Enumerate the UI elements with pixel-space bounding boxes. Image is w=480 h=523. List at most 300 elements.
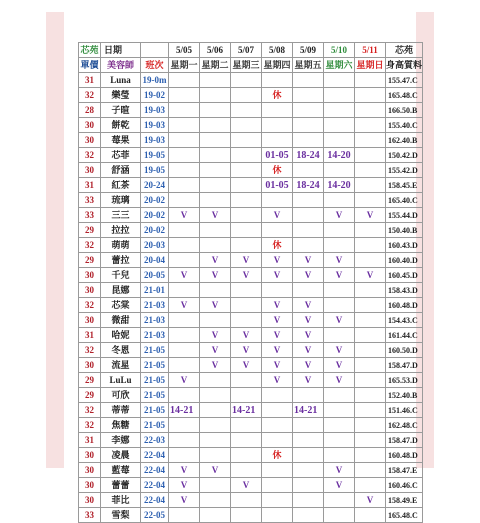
empty-cell bbox=[355, 283, 386, 298]
price-cell: 30 bbox=[79, 133, 101, 148]
empty-cell bbox=[262, 388, 293, 403]
profile-cell: 151.46.C bbox=[386, 403, 423, 418]
empty-cell bbox=[324, 223, 355, 238]
profile-cell: 162.48.C bbox=[386, 418, 423, 433]
check-mark: V bbox=[293, 343, 324, 358]
class-cell: 22-04 bbox=[141, 493, 169, 508]
table-row bbox=[79, 373, 423, 388]
check-mark: V bbox=[324, 208, 355, 223]
stylist-name: 拉拉 bbox=[101, 223, 141, 238]
profile-cell: 160.45.D bbox=[386, 268, 423, 283]
profile-cell: 160.40.D bbox=[386, 253, 423, 268]
empty-cell bbox=[231, 103, 262, 118]
empty-cell bbox=[200, 493, 231, 508]
empty-cell bbox=[355, 163, 386, 178]
class-cell: 21-03 bbox=[141, 313, 169, 328]
empty-cell bbox=[355, 88, 386, 103]
empty-cell bbox=[169, 433, 200, 448]
check-mark: V bbox=[324, 478, 355, 493]
stylist-name: 樂瑩 bbox=[101, 88, 141, 103]
check-mark: V bbox=[200, 358, 231, 373]
empty-cell bbox=[355, 118, 386, 133]
check-mark: V bbox=[169, 478, 200, 493]
empty-cell bbox=[355, 148, 386, 163]
empty-cell bbox=[231, 238, 262, 253]
profile-cell: 160.43.D bbox=[386, 238, 423, 253]
empty-cell bbox=[200, 448, 231, 463]
date-4: 5/08 bbox=[262, 43, 293, 58]
class-cell: 19-0m bbox=[141, 73, 169, 88]
stylist-name: 流星 bbox=[101, 358, 141, 373]
empty-cell bbox=[355, 373, 386, 388]
class-cell: 20-03 bbox=[141, 238, 169, 253]
check-mark: V bbox=[324, 343, 355, 358]
empty-cell bbox=[324, 73, 355, 88]
check-mark: V bbox=[293, 268, 324, 283]
empty-cell bbox=[231, 373, 262, 388]
price-cell: 29 bbox=[79, 388, 101, 403]
price-cell: 33 bbox=[79, 193, 101, 208]
empty-cell bbox=[169, 343, 200, 358]
price-cell: 31 bbox=[79, 73, 101, 88]
table-row bbox=[79, 238, 423, 253]
empty-cell bbox=[200, 508, 231, 523]
price-cell: 31 bbox=[79, 433, 101, 448]
empty-cell bbox=[169, 73, 200, 88]
empty-cell bbox=[324, 403, 355, 418]
check-mark: V bbox=[200, 343, 231, 358]
stylist-name: 昆娜 bbox=[101, 283, 141, 298]
check-mark: V bbox=[324, 373, 355, 388]
class-cell: 19-05 bbox=[141, 163, 169, 178]
price-cell: 30 bbox=[79, 358, 101, 373]
stylist-name: 舒涵 bbox=[101, 163, 141, 178]
profile-cell: 152.40.B bbox=[386, 388, 423, 403]
profile-cell: 155.42.D bbox=[386, 163, 423, 178]
empty-cell bbox=[262, 493, 293, 508]
check-mark: V bbox=[169, 298, 200, 313]
empty-cell bbox=[324, 508, 355, 523]
empty-cell bbox=[355, 103, 386, 118]
check-mark: V bbox=[231, 358, 262, 373]
time-slot: 18-24 bbox=[293, 148, 324, 163]
price-cell: 32 bbox=[79, 238, 101, 253]
empty-cell bbox=[169, 103, 200, 118]
empty-cell bbox=[293, 433, 324, 448]
class-cell: 21-05 bbox=[141, 343, 169, 358]
empty-cell bbox=[293, 463, 324, 478]
check-mark: V bbox=[262, 268, 293, 283]
empty-cell bbox=[169, 253, 200, 268]
price-cell: 32 bbox=[79, 298, 101, 313]
empty-cell bbox=[355, 328, 386, 343]
empty-cell bbox=[293, 193, 324, 208]
check-mark: V bbox=[324, 463, 355, 478]
weekday-1: 星期一 bbox=[169, 58, 200, 73]
class-cell: 22-04 bbox=[141, 478, 169, 493]
check-mark: V bbox=[262, 253, 293, 268]
check-mark: V bbox=[262, 298, 293, 313]
empty-cell bbox=[231, 388, 262, 403]
table-row bbox=[79, 298, 423, 313]
check-mark: V bbox=[262, 358, 293, 373]
weekday-2: 星期二 bbox=[200, 58, 231, 73]
empty-cell bbox=[200, 223, 231, 238]
date-6: 5/10 bbox=[324, 43, 355, 58]
stylist-name: 微甜 bbox=[101, 313, 141, 328]
stylist-name: 菲比 bbox=[101, 493, 141, 508]
check-mark: V bbox=[324, 253, 355, 268]
table-row bbox=[79, 328, 423, 343]
price-cell: 32 bbox=[79, 403, 101, 418]
empty-cell bbox=[200, 433, 231, 448]
weekday-4: 星期四 bbox=[262, 58, 293, 73]
table-row bbox=[79, 343, 423, 358]
empty-cell bbox=[262, 133, 293, 148]
empty-cell bbox=[262, 103, 293, 118]
empty-cell bbox=[200, 238, 231, 253]
empty-cell bbox=[169, 313, 200, 328]
empty-cell bbox=[324, 388, 355, 403]
empty-cell bbox=[231, 88, 262, 103]
empty-cell bbox=[324, 493, 355, 508]
check-mark: V bbox=[293, 253, 324, 268]
check-mark: V bbox=[293, 358, 324, 373]
header-row-dates bbox=[79, 43, 423, 58]
check-mark: V bbox=[169, 493, 200, 508]
header-spacer bbox=[141, 43, 169, 58]
profile-cell: 150.40.B bbox=[386, 223, 423, 238]
date-2: 5/06 bbox=[200, 43, 231, 58]
check-mark: V bbox=[200, 328, 231, 343]
profile-cell: 154.43.C bbox=[386, 313, 423, 328]
class-cell: 22-03 bbox=[141, 433, 169, 448]
class-cell: 20-02 bbox=[141, 193, 169, 208]
check-mark: V bbox=[169, 463, 200, 478]
class-cell: 20-05 bbox=[141, 268, 169, 283]
profile-cell: 165.53.D bbox=[386, 373, 423, 388]
stylist-name: 藍莓 bbox=[101, 463, 141, 478]
time-slot: 01-05 bbox=[262, 148, 293, 163]
stylist-name: 雪梨 bbox=[101, 508, 141, 523]
empty-cell bbox=[355, 253, 386, 268]
header-row-weekdays bbox=[79, 58, 423, 73]
check-mark: V bbox=[200, 208, 231, 223]
check-mark: V bbox=[293, 313, 324, 328]
class-label: 班次 bbox=[141, 58, 169, 73]
profile-cell: 158.47.D bbox=[386, 433, 423, 448]
empty-cell bbox=[200, 73, 231, 88]
price-cell: 31 bbox=[79, 328, 101, 343]
check-mark: V bbox=[169, 208, 200, 223]
stylist-name: LuLu bbox=[101, 373, 141, 388]
profile-cell: 162.40.B bbox=[386, 133, 423, 148]
empty-cell bbox=[200, 88, 231, 103]
check-mark: V bbox=[200, 463, 231, 478]
empty-cell bbox=[231, 73, 262, 88]
empty-cell bbox=[169, 388, 200, 403]
table-row bbox=[79, 418, 423, 433]
table-row bbox=[79, 283, 423, 298]
empty-cell bbox=[324, 133, 355, 148]
table-row bbox=[79, 163, 423, 178]
empty-cell bbox=[200, 133, 231, 148]
table-row bbox=[79, 433, 423, 448]
price-cell: 32 bbox=[79, 88, 101, 103]
class-cell: 22-04 bbox=[141, 463, 169, 478]
empty-cell bbox=[355, 133, 386, 148]
profile-cell: 155.44.D bbox=[386, 208, 423, 223]
check-mark: V bbox=[293, 373, 324, 388]
class-cell: 19-03 bbox=[141, 103, 169, 118]
rest-mark: 休 bbox=[262, 238, 293, 253]
time-slot: 14-21 bbox=[231, 403, 262, 418]
empty-cell bbox=[169, 238, 200, 253]
class-cell: 19-05 bbox=[141, 148, 169, 163]
table-row bbox=[79, 403, 423, 418]
empty-cell bbox=[200, 103, 231, 118]
empty-cell bbox=[169, 508, 200, 523]
class-cell: 20-02 bbox=[141, 208, 169, 223]
stylist-name: 芯菲 bbox=[101, 148, 141, 163]
empty-cell bbox=[169, 133, 200, 148]
check-mark: V bbox=[169, 373, 200, 388]
weekday-7: 星期日 bbox=[355, 58, 386, 73]
empty-cell bbox=[293, 223, 324, 238]
check-mark: V bbox=[231, 478, 262, 493]
table-row bbox=[79, 508, 423, 523]
price-cell: 30 bbox=[79, 478, 101, 493]
empty-cell bbox=[355, 448, 386, 463]
profile-cell: 155.47.C bbox=[386, 73, 423, 88]
time-slot: 14-21 bbox=[293, 403, 324, 418]
empty-cell bbox=[293, 283, 324, 298]
class-cell: 19-02 bbox=[141, 88, 169, 103]
empty-cell bbox=[262, 283, 293, 298]
empty-cell bbox=[200, 148, 231, 163]
stylist-name: 三三 bbox=[101, 208, 141, 223]
price-cell: 29 bbox=[79, 253, 101, 268]
stylist-label: 美容師 bbox=[101, 58, 141, 73]
empty-cell bbox=[355, 433, 386, 448]
schedule-body bbox=[79, 43, 423, 523]
empty-cell bbox=[293, 133, 324, 148]
empty-cell bbox=[262, 193, 293, 208]
check-mark: V bbox=[262, 373, 293, 388]
price-cell: 30 bbox=[79, 313, 101, 328]
weekday-3: 星期三 bbox=[231, 58, 262, 73]
weekday-6: 星期六 bbox=[324, 58, 355, 73]
empty-cell bbox=[324, 418, 355, 433]
empty-cell bbox=[200, 403, 231, 418]
profile-label: 身高質料 bbox=[386, 58, 423, 73]
price-cell: 31 bbox=[79, 178, 101, 193]
class-cell: 20-24 bbox=[141, 178, 169, 193]
empty-cell bbox=[324, 448, 355, 463]
empty-cell bbox=[200, 178, 231, 193]
empty-cell bbox=[200, 388, 231, 403]
check-mark: V bbox=[293, 328, 324, 343]
stylist-name: 蕾拉 bbox=[101, 253, 141, 268]
empty-cell bbox=[355, 358, 386, 373]
empty-cell bbox=[231, 118, 262, 133]
empty-cell bbox=[324, 283, 355, 298]
empty-cell bbox=[355, 298, 386, 313]
empty-cell bbox=[231, 493, 262, 508]
empty-cell bbox=[355, 403, 386, 418]
empty-cell bbox=[262, 223, 293, 238]
empty-cell bbox=[324, 193, 355, 208]
empty-cell bbox=[293, 73, 324, 88]
check-mark: V bbox=[231, 253, 262, 268]
class-cell: 22-05 bbox=[141, 508, 169, 523]
time-slot: 14-21 bbox=[169, 403, 200, 418]
rest-mark: 休 bbox=[262, 163, 293, 178]
table-row bbox=[79, 313, 423, 328]
empty-cell bbox=[231, 178, 262, 193]
stylist-name: Luna bbox=[101, 73, 141, 88]
class-cell: 21-05 bbox=[141, 388, 169, 403]
price-cell: 30 bbox=[79, 283, 101, 298]
check-mark: V bbox=[231, 268, 262, 283]
empty-cell bbox=[293, 118, 324, 133]
class-cell: 19-03 bbox=[141, 118, 169, 133]
check-mark: V bbox=[324, 358, 355, 373]
check-mark: V bbox=[200, 268, 231, 283]
empty-cell bbox=[231, 463, 262, 478]
price-cell: 30 bbox=[79, 163, 101, 178]
price-cell: 29 bbox=[79, 223, 101, 238]
empty-cell bbox=[231, 223, 262, 238]
empty-cell bbox=[169, 448, 200, 463]
empty-cell bbox=[293, 208, 324, 223]
class-cell: 21-05 bbox=[141, 358, 169, 373]
check-mark: V bbox=[262, 328, 293, 343]
empty-cell bbox=[262, 433, 293, 448]
empty-cell bbox=[324, 298, 355, 313]
profile-cell: 165.48.C bbox=[386, 508, 423, 523]
table-row bbox=[79, 133, 423, 148]
empty-cell bbox=[324, 238, 355, 253]
empty-cell bbox=[169, 283, 200, 298]
empty-cell bbox=[169, 178, 200, 193]
check-mark: V bbox=[231, 328, 262, 343]
empty-cell bbox=[324, 328, 355, 343]
price-cell: 33 bbox=[79, 508, 101, 523]
check-mark: V bbox=[262, 208, 293, 223]
empty-cell bbox=[324, 433, 355, 448]
empty-cell bbox=[169, 328, 200, 343]
profile-cell: 165.48.C bbox=[386, 88, 423, 103]
empty-cell bbox=[231, 313, 262, 328]
brand-left: 芯苑 bbox=[79, 43, 101, 58]
empty-cell bbox=[324, 88, 355, 103]
empty-cell bbox=[231, 448, 262, 463]
stylist-name: 餅乾 bbox=[101, 118, 141, 133]
empty-cell bbox=[355, 73, 386, 88]
empty-cell bbox=[324, 118, 355, 133]
table-row bbox=[79, 178, 423, 193]
stylist-name: 紅茶 bbox=[101, 178, 141, 193]
time-slot: 18-24 bbox=[293, 178, 324, 193]
class-cell: 21-03 bbox=[141, 298, 169, 313]
empty-cell bbox=[169, 223, 200, 238]
stylist-name: 蕾蕾 bbox=[101, 478, 141, 493]
stylist-name: 冬恩 bbox=[101, 343, 141, 358]
check-mark: V bbox=[262, 343, 293, 358]
empty-cell bbox=[355, 343, 386, 358]
stylist-name: 蒂蒂 bbox=[101, 403, 141, 418]
stylist-name: 千兒 bbox=[101, 268, 141, 283]
table-row bbox=[79, 148, 423, 163]
empty-cell bbox=[200, 193, 231, 208]
check-mark: V bbox=[262, 313, 293, 328]
empty-cell bbox=[231, 133, 262, 148]
date-5: 5/09 bbox=[293, 43, 324, 58]
table-row bbox=[79, 388, 423, 403]
empty-cell bbox=[231, 208, 262, 223]
empty-cell bbox=[169, 418, 200, 433]
table-row bbox=[79, 208, 423, 223]
empty-cell bbox=[231, 298, 262, 313]
check-mark: V bbox=[355, 208, 386, 223]
empty-cell bbox=[231, 193, 262, 208]
price-cell: 28 bbox=[79, 103, 101, 118]
profile-cell: 158.45.E bbox=[386, 178, 423, 193]
profile-cell: 158.43.D bbox=[386, 283, 423, 298]
empty-cell bbox=[355, 388, 386, 403]
check-mark: V bbox=[324, 268, 355, 283]
table-row bbox=[79, 88, 423, 103]
time-slot: 14-20 bbox=[324, 178, 355, 193]
empty-cell bbox=[169, 148, 200, 163]
empty-cell bbox=[262, 508, 293, 523]
stylist-name: 可欣 bbox=[101, 388, 141, 403]
empty-cell bbox=[262, 73, 293, 88]
empty-cell bbox=[355, 313, 386, 328]
empty-cell bbox=[231, 418, 262, 433]
empty-cell bbox=[262, 403, 293, 418]
table-row bbox=[79, 463, 423, 478]
empty-cell bbox=[293, 388, 324, 403]
empty-cell bbox=[293, 418, 324, 433]
class-cell: 20-02 bbox=[141, 223, 169, 238]
table-row bbox=[79, 253, 423, 268]
price-cell: 32 bbox=[79, 343, 101, 358]
empty-cell bbox=[293, 448, 324, 463]
stylist-name: 凌晨 bbox=[101, 448, 141, 463]
price-cell: 30 bbox=[79, 463, 101, 478]
profile-cell: 158.47.D bbox=[386, 358, 423, 373]
table-row bbox=[79, 493, 423, 508]
profile-cell: 160.46.C bbox=[386, 478, 423, 493]
stylist-name: 子暄 bbox=[101, 103, 141, 118]
empty-cell bbox=[200, 373, 231, 388]
empty-cell bbox=[293, 163, 324, 178]
empty-cell bbox=[231, 283, 262, 298]
price-cell: 29 bbox=[79, 373, 101, 388]
profile-cell: 158.47.E bbox=[386, 463, 423, 478]
stylist-name: 焦糖 bbox=[101, 418, 141, 433]
date-3: 5/07 bbox=[231, 43, 262, 58]
stylist-name: 哈妮 bbox=[101, 328, 141, 343]
empty-cell bbox=[231, 163, 262, 178]
rest-mark: 休 bbox=[262, 88, 293, 103]
empty-cell bbox=[262, 418, 293, 433]
stylist-name: 琉璃 bbox=[101, 193, 141, 208]
empty-cell bbox=[293, 88, 324, 103]
profile-cell: 160.50.D bbox=[386, 343, 423, 358]
